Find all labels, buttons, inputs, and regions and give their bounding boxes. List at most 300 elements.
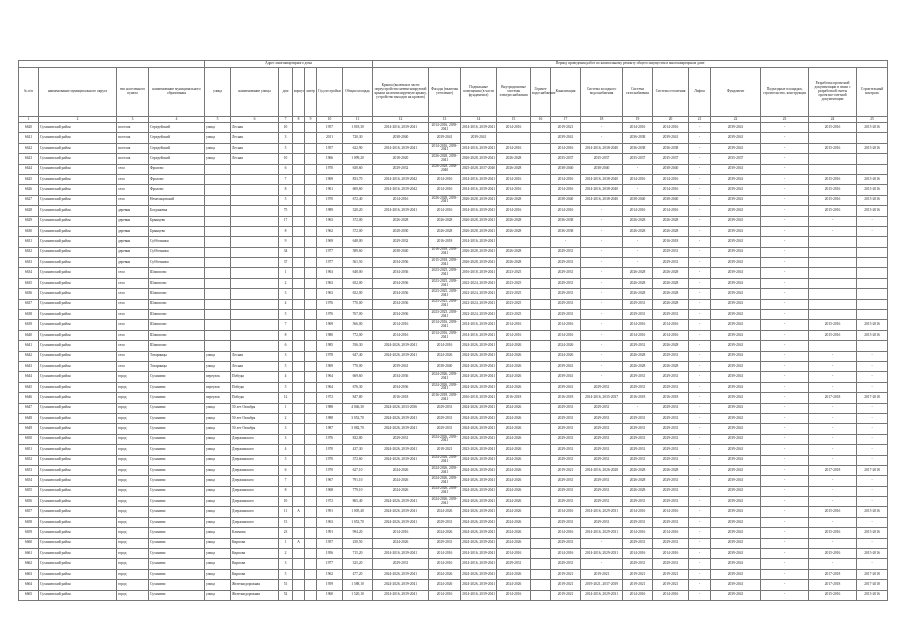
table-cell: 2034-2036 [373,289,429,299]
table-row [19,465,888,475]
table-row [19,226,888,236]
table-cell: 2014-2016, 2039-2042 [373,174,429,184]
table-cell [857,268,888,278]
table-cell: улица [205,590,231,600]
table-cell: - [689,310,711,320]
table-cell: - [581,361,623,371]
table-cell: Победы [231,372,279,382]
table-cell [293,403,305,413]
table-cell [293,258,305,268]
table-cell: - [857,226,888,236]
table-cell: 2039-2041 [711,310,761,320]
table-cell: Железнодорожная [231,590,279,600]
table-cell: 2029-2031 [551,299,581,309]
table-cell [293,351,305,361]
table-cell: 2029-2031 [653,497,689,507]
table-cell: 6629 [19,216,39,226]
table-cell: 2024-2026 [497,455,531,465]
table-cell: 2024-2026, 2039-2041 [373,569,429,579]
table-cell [205,174,231,184]
table-cell: 2029-2031 [429,517,461,527]
table-cell: 2029-2031 [653,445,689,455]
table-cell: 2039-2041 [461,133,497,143]
table-cell: 2029-2031 [653,517,689,527]
table-cell: 1957 [317,123,343,133]
table-cell: 2015-2016 [857,206,888,216]
table-cell: 2026-2028 [497,216,531,226]
table-cell [305,268,317,278]
table-cell: - [761,185,809,195]
table-cell: 2029-2031 [623,497,653,507]
table-cell [531,247,551,257]
table-cell: 2029-2031 [581,517,623,527]
table-cell: 6655 [19,486,39,496]
table-cell: 2015-2016 [857,507,888,517]
table-cell: улица [205,486,231,496]
table-cell: 2015-2016 [809,143,857,153]
table-cell: 2038-2040 [581,164,623,174]
table-cell: Сухиничский район [39,372,117,382]
table-cell: Середейский [149,133,205,143]
table-cell: 2015-2016 [809,174,857,184]
table-cell [293,361,305,371]
table-cell: 4 046,30 [343,403,373,413]
table-cell: - [689,528,711,538]
table-cell: 2014-2016 [497,206,531,216]
table-cell: поселок [117,123,149,133]
table-cell [305,310,317,320]
table-cell: 2024-2026, 2039-2041 [373,455,429,465]
column-number: 9 [305,117,317,123]
column-header: дом [279,68,293,117]
table-cell: - [689,403,711,413]
table-row [19,580,888,590]
table-cell: 6635 [19,278,39,288]
table-cell: 2 [279,413,293,423]
table-cell: улица [205,497,231,507]
table-row [19,258,888,268]
table-cell: - [761,445,809,455]
table-cell: 1989 [317,206,343,216]
column-number: 17 [551,117,581,123]
table-row [19,476,888,486]
table-cell: 2024-2026 [497,538,531,548]
table-cell: 2036-2038 [623,143,653,153]
table-cell [305,559,317,569]
table-cell: - [581,559,623,569]
table-cell: Сухиничский район [39,133,117,143]
table-cell: 2029-2031 [551,497,581,507]
table-cell: 2029-2031 [551,413,581,423]
table-cell: 6643 [19,361,39,371]
table-cell: - [689,341,711,351]
table-cell [205,289,231,299]
table-cell: 2038-2040 [623,195,653,205]
table-cell: 6626 [19,185,39,195]
table-cell [293,413,305,423]
table-cell [293,185,305,195]
table-cell: 6665 [19,590,39,600]
table-cell: 2029-2031 [653,413,689,423]
table-cell [809,278,857,288]
table-cell: 1964 [317,382,343,392]
table-cell: 6631 [19,237,39,247]
table-cell: 6621 [19,133,39,143]
column-header: Горячее водоснабжение [531,68,551,117]
table-cell: 2014-2016 [497,590,531,600]
table-row [19,123,888,133]
table-cell [293,237,305,247]
table-cell: 2028-2030 [373,226,429,236]
table-cell [531,195,551,205]
column-header: улица [205,68,231,117]
table-cell: 2017-2018 [857,580,888,590]
table-cell: город [117,559,149,569]
table-cell: 2029-2031 [623,424,653,434]
table-cell: поселок [117,133,149,143]
table-cell: Сухиничский район [39,341,117,351]
table-cell: 2039-2041 [711,528,761,538]
table-cell: - [761,580,809,590]
table-cell: 2029-2031 [581,403,623,413]
column-header: Подвальные помещения (в части фундамента) [461,68,497,117]
column-number: 25 [857,117,888,123]
table-row [19,590,888,600]
table-row [19,497,888,507]
table-cell: 1977 [317,247,343,257]
table-cell: 6632 [19,247,39,257]
table-cell [205,216,231,226]
table-cell: Кирпова [231,569,279,579]
table-cell: - [857,445,888,455]
table-cell: 994,20 [343,528,373,538]
column-number: 21 [689,117,711,123]
table-cell: Сухиничский район [39,569,117,579]
table-cell: город [117,382,149,392]
table-cell [293,434,305,444]
table-cell: 2014-2016 [551,528,581,538]
table-cell: 2014-2016, 2039-2041 [461,185,497,195]
table-cell [305,486,317,496]
table-cell: Шлиппово [149,278,205,288]
table-cell [531,393,551,403]
table-cell: - [689,143,711,153]
table-cell [305,445,317,455]
table-cell: 2029-2031 [551,517,581,527]
column-header: литер [305,68,317,117]
table-cell: 1963 [317,268,343,278]
table-cell: Сухиничи [149,549,205,559]
table-cell: 6646 [19,393,39,403]
table-cell: 5 [279,361,293,371]
table-cell [293,206,305,216]
table-cell [231,164,279,174]
table-cell: - [623,237,653,247]
table-cell: - [809,403,857,413]
table-cell: 2024-2026 [373,465,429,475]
table-cell: Фролово [149,174,205,184]
table-cell [305,403,317,413]
table-cell: - [761,476,809,486]
table-cell: Сухиничский район [39,278,117,288]
table-cell: 2026-2028 [623,216,653,226]
table-cell: 2026-2028 [497,164,531,174]
table-cell: Победы [231,382,279,392]
table-row [19,206,888,216]
table-cell: 2029-2031 [581,382,623,392]
table-cell: - [761,424,809,434]
table-cell: 2014-2016 [429,341,461,351]
table-cell: 2029-2031 [429,413,461,423]
table-cell: Сухиничский район [39,476,117,486]
table-cell: Сухиничи [149,465,205,475]
table-cell: - [581,268,623,278]
table-row [19,237,888,247]
table-cell: 372,60 [343,455,373,465]
table-cell: Шлиппово [149,341,205,351]
table-cell [305,164,317,174]
table-cell [497,133,531,143]
table-cell [531,465,551,475]
table-cell: 2014-2016, 2039-2041 [461,320,497,330]
column-number: 4 [149,117,205,123]
table-cell [531,372,551,382]
table-cell [305,476,317,486]
table-cell: 2024-2026, 2039-2041 [373,413,429,423]
table-cell [305,341,317,351]
table-cell: Кирпова [231,538,279,548]
table-cell: 2039-2041 [373,361,429,371]
table-cell: Богдановка [149,206,205,216]
column-header-row [19,68,888,117]
table-cell: 791,10 [343,476,373,486]
table-cell: 2024-2026, 2039-2041 [461,403,497,413]
table-cell [305,507,317,517]
table-cell: 772,00 [343,330,373,340]
table-cell: 2029-2031 [373,434,429,444]
table-row [19,174,888,184]
table-cell: 2029-2031 [551,559,581,569]
table-cell: 589,60 [343,247,373,257]
table-cell: 2026-2028 [653,361,689,371]
table-cell: 2024-2026 [429,580,461,590]
table-cell: 320,20 [343,206,373,216]
table-cell: 2014-2016 [497,330,531,340]
table-cell: 6644 [19,372,39,382]
table-cell: - [857,455,888,465]
table-cell: город [117,393,149,403]
table-cell [231,258,279,268]
table-cell: 652,00 [343,289,373,299]
table-cell: 2014-2016 [653,123,689,133]
table-cell: 2014-2016 [497,174,531,184]
table-cell: 2029-2031 [653,538,689,548]
column-number: 23 [761,117,809,123]
table-cell [231,268,279,278]
table-cell: - [857,216,888,226]
table-cell: 6659 [19,528,39,538]
table-cell: Сухиничи [149,393,205,403]
table-cell: 2029-2031 [429,424,461,434]
table-cell: - [857,351,888,361]
table-cell: 2014-2016 [551,143,581,153]
table-cell: город [117,403,149,413]
table-cell [293,465,305,475]
table-cell: 2014-2016, 2029-2031 [581,507,623,517]
table-cell: Дзержинского [231,486,279,496]
table-cell: 6645 [19,382,39,392]
table-cell: 627,10 [343,465,373,475]
table-cell: Сухиничский район [39,549,117,559]
table-cell [857,299,888,309]
table-cell: - [689,216,711,226]
table-cell: - [857,372,888,382]
table-cell: - [689,549,711,559]
table-cell: - [809,216,857,226]
table-cell: 2024-2026, 2039-2041 [461,497,497,507]
table-cell: 2015-2016 [857,528,888,538]
table-cell: 2029-2031 [551,278,581,288]
table-cell: 2039-2041 [551,361,581,371]
table-cell: - [761,403,809,413]
table-cell: 2039-2041 [551,133,581,143]
table-cell [293,123,305,133]
table-cell: 2023-2025, 2039-2041 [429,278,461,288]
table-cell [809,133,857,143]
table-cell: 556,30 [343,341,373,351]
table-cell: 2016-2018 [653,393,689,403]
table-cell [531,330,551,340]
table-cell: 2029-2031 [653,403,689,413]
table-row [19,507,888,517]
table-cell [809,247,857,257]
table-cell: 2038-2040 [653,164,689,174]
table-cell [205,226,231,236]
table-cell: 2029-2031 [653,455,689,465]
table-cell: - [689,195,711,205]
table-cell: улица [205,133,231,143]
table-cell: - [809,445,857,455]
column-header: Подъездные площадки, строительство, конструкции [761,68,809,117]
table-cell: 3 [279,434,293,444]
table-cell: - [689,486,711,496]
table-cell: - [761,164,809,174]
table-cell: - [761,341,809,351]
table-cell: 2014-2016 [653,330,689,340]
table-cell: 2024-2026, 2039-2041 [461,528,497,538]
table-cell: 2014-2016, 2039-2041 [461,143,497,153]
table-cell: - [689,580,711,590]
table-cell: - [581,123,623,133]
table-cell: 2029-2031 [653,351,689,361]
table-cell: 2024-2026 [429,569,461,579]
table-cell: 51 [279,580,293,590]
table-cell: 2014-2016 [653,174,689,184]
table-cell [531,143,551,153]
table-cell [531,216,551,226]
table-cell [531,123,551,133]
table-cell: - [809,382,857,392]
table-cell [231,226,279,236]
table-cell: улица [205,559,231,569]
table-cell: Сухиничи [149,413,205,423]
table-row [19,445,888,455]
table-cell: 2014-2016 [373,330,429,340]
table-cell: 2024-2026, 2039-2041 [429,465,461,475]
table-cell: - [689,465,711,475]
table-cell: Сухиничский район [39,361,117,371]
table-cell: 2024-2026, 2039-2041 [429,476,461,486]
table-cell: 2015-2016 [809,507,857,517]
table-cell: 2029-2031 [653,559,689,569]
table-cell: 2026-2028, 2039-2041 [461,216,497,226]
table-cell: 2029-2031 [653,424,689,434]
table-cell: - [761,361,809,371]
table-cell [531,320,551,330]
table-cell: Сухиничи [149,590,205,600]
table-cell: Татаринцы [149,361,205,371]
table-cell [531,403,551,413]
table-cell: - [857,382,888,392]
table-cell: А [293,538,305,548]
table-cell: деревня [117,206,149,216]
table-cell: 6639 [19,320,39,330]
table-cell [293,247,305,257]
table-cell: 6660 [19,538,39,548]
table-cell: 2023-2025 [497,268,531,278]
table-cell: город [117,580,149,590]
table-cell: 1991 [317,528,343,538]
table-cell: - [809,455,857,465]
table-cell: 2029-2031 [623,434,653,444]
table-cell: 2016-2018 [653,237,689,247]
table-cell: - [689,413,711,423]
table-cell: - [761,174,809,184]
table-cell: 2014-2016 [623,320,653,330]
table-cell: улица [205,154,231,164]
table-cell: Климова [231,528,279,538]
table-cell: 6642 [19,351,39,361]
table-cell: 676,30 [343,382,373,392]
table-cell: 3 [279,289,293,299]
table-row [19,216,888,226]
table-cell: 2029-2031 [623,413,653,423]
table-row [19,382,888,392]
table-cell: 6636 [19,289,39,299]
table-cell: - [761,195,809,205]
table-cell: 2014-2016, 2039-2041 [373,590,429,600]
table-cell: 2039-2041 [711,164,761,174]
table-cell: 7 [279,320,293,330]
column-header: Канализация [551,68,581,117]
table-cell [857,164,888,174]
table-cell [531,289,551,299]
table-cell: 2017-2018 [809,465,857,475]
table-cell: Сухиничский район [39,330,117,340]
table-cell: - [689,258,711,268]
group-header-row [19,61,888,68]
table-cell: Лесная [231,361,279,371]
table-cell: Дзержинского [231,455,279,465]
table-cell: 2039-2041 [711,580,761,590]
table-cell: 1 [279,403,293,413]
table-cell: 2014-2016 [551,320,581,330]
table-cell: 2014-2016, 2038-2040 [581,174,623,184]
table-cell: Лесная [231,351,279,361]
table-cell: Сухиничский район [39,195,117,205]
table-cell: Шлиппово [149,310,205,320]
table-cell: 2024-2026 [497,580,531,590]
